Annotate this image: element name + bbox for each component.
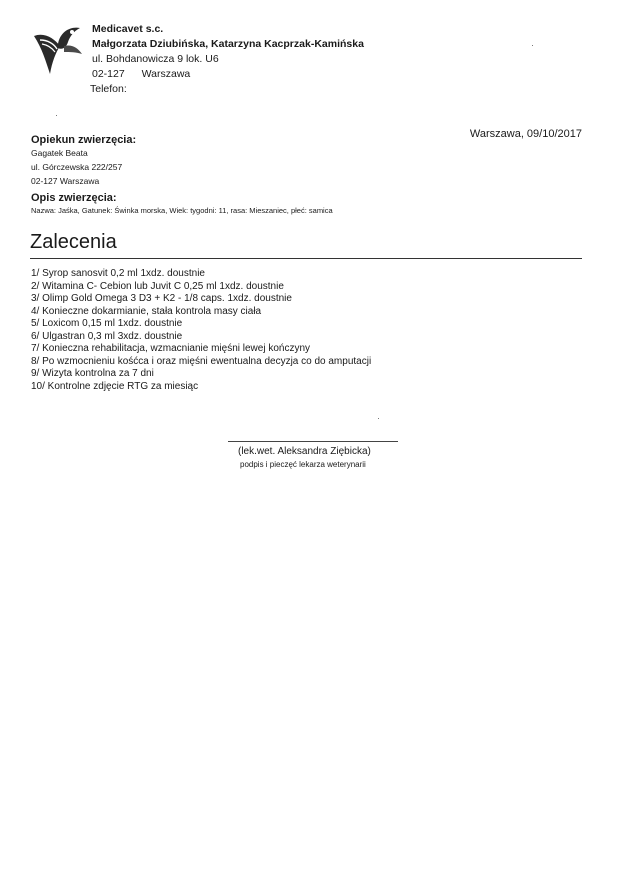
clinic-owners: Małgorzata Dziubińska, Katarzyna Kacprzak-Kamińska (92, 38, 364, 50)
list-item: 7/ Konieczna rehabilitacja, wzmacnianie mięśni lewej kończyny (31, 343, 311, 354)
scan-speck (56, 115, 57, 116)
list-item: 2/ Witamina C- Cebion lub Juvit C 0,25 ml 1xdz. doustnie (31, 280, 284, 292)
clinic-postal: 02-127 (92, 68, 125, 80)
pet-section (31, 192, 333, 215)
list-item: 4/ Konieczne dokarmianie, stała kontrola masy ciała (31, 305, 262, 317)
owner-city: 02-127 Warszawa (31, 176, 100, 186)
list-item: 1/ Syrop sanosvit 0,2 ml 1xdz. doustnie (31, 268, 205, 279)
recommendations-list (31, 268, 371, 393)
pet-description: Nazwa: Jaśka, Gatunek: Świnka morska, Wiek: tygodni: 11, rasa: Mieszaniec, płeć: samica (31, 206, 333, 215)
clinic-phone-label: Telefon: (90, 83, 127, 95)
list-item: 5/ Loxicom 0,15 ml 1xdz. doustnie (31, 318, 183, 329)
clinic-logo-icon (30, 22, 86, 78)
list-item: 10/ Kontrolne zdjęcie RTG za miesiąc (31, 380, 199, 392)
page-title: Zalecenia (30, 231, 117, 253)
clinic-header (92, 22, 364, 97)
clinic-city-row (92, 67, 364, 82)
owner-name: Gagatek Beata (31, 148, 88, 158)
signature-line (228, 441, 398, 442)
list-item: 6/ Ulgastran 0,3 ml 3xdz. doustnie (31, 330, 183, 342)
owner-street: ul. Górczewska 222/257 (31, 162, 123, 172)
scan-speck (532, 45, 533, 46)
pet-heading: Opis zwierzęcia: (31, 192, 117, 204)
list-item: 3/ Olimp Gold Omega 3 D3 + K2 - 1/8 caps. 1xdz. doustnie (31, 293, 292, 304)
signature-caption: podpis i pieczęć lekarza weterynarii (240, 460, 366, 469)
owner-section (31, 134, 136, 188)
clinic-street: ul. Bohdanowicza 9 lok. U6 (92, 53, 219, 65)
list-item: 9/ Wizyta kontrolna za 7 dni (31, 368, 154, 379)
clinic-name: Medicavet s.c. (92, 23, 164, 35)
clinic-city: Warszawa (141, 68, 191, 80)
owner-heading: Opiekun zwierzęcia: (31, 134, 137, 146)
title-divider (30, 258, 582, 259)
list-item: 8/ Po wzmocnieniu kośćca i oraz mięśni ewentualna decyzja co do amputacji (31, 355, 372, 367)
scan-speck (378, 418, 379, 419)
signature-name: (lek.wet. Aleksandra Ziębicka) (238, 446, 371, 457)
document-date: Warszawa, 09/10/2017 (469, 128, 582, 140)
